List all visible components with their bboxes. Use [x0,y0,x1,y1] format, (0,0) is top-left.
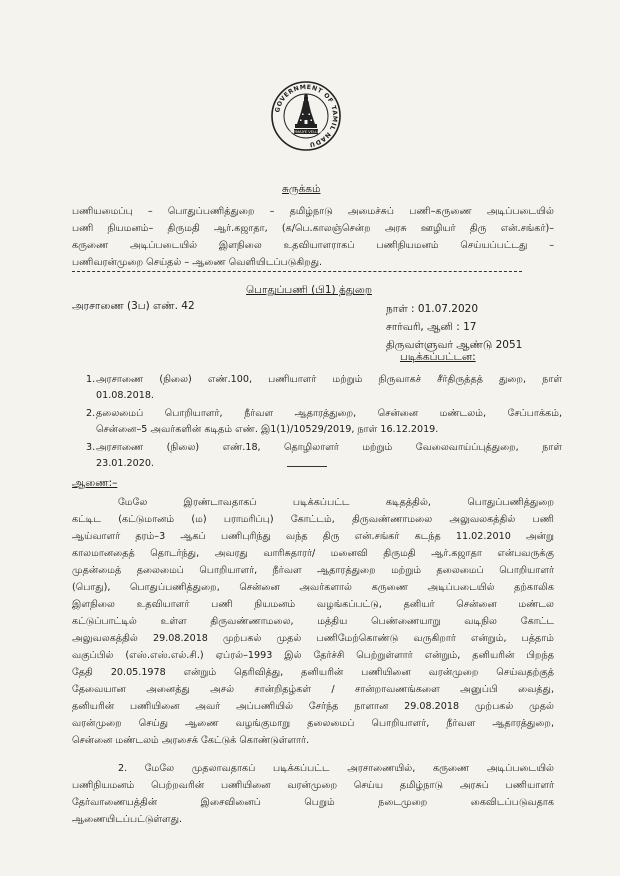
paragraph-line: ஆணையிடப்பட்டுள்ளது. [72,814,183,825]
paragraph-line: தனியரின் பணியினை அவர் அப்பணியில் சேர்ந்த நாளான 29.08.2018 முற்பகல் முதல் [72,701,554,712]
reference-text: 01.08.2018. [96,389,154,401]
references-heading: படிக்கப்பட்டன: [400,351,476,363]
reference-item [72,406,562,437]
order-paragraph-1 [72,494,554,749]
paragraph-line: தேவையான அனைத்து அசல் சான்றிதழ்கள் / சான்றாவணங்களை அனுப்பி வைத்து, [72,684,554,695]
paragraph-line: தேதி 20.05.1978 என்றும் தெரிவித்து, தனியரின் பணியினை வரன்முறை செய்வதற்குத் [72,667,554,678]
order-heading: ஆணை:– [72,477,118,489]
paragraph-line: 2. மேலே முதலாவதாகப் படிக்கப்பட்ட அரசாணையில், கருணை அடிப்படையில் [118,763,554,774]
section-rule [287,466,327,467]
paragraph-line: முதன்மைத் தலைமைப் பொறியாளர், நீர்வள ஆதாரத்துறை மற்றும் தலைமைப் பொறியாளர் [72,565,554,576]
summary-block [72,203,554,271]
paragraph-line: வகுப்பில் (எஸ்.எஸ்.எல்.சி.) ஏப்ரல்–1993 இல் தேர்ச்சி பெற்றுள்ளார் என்றும், தனியரின் பிறந்த [72,650,554,661]
date-block [386,300,522,354]
tamil-month-date: சார்வரி, ஆனி : 17 [386,321,477,333]
paragraph-line: இளநிலை உதவியாளர் பணி நியமனம் வழங்கப்பட்டு, தனியர் சென்னை மண்டல [72,599,554,610]
paragraph-line: ஆய்வாளர் தரம்–3 ஆகப் பணிபுரிந்து வந்த திரு என்.சங்கர் கடந்த 11.02.2010 அன்று [72,531,554,542]
paragraph-line: தேர்வாணையத்தின் இசைவினைப் பெறும் நடைமுறை கைவிடப்படுவதாக [72,797,554,808]
reference-number: 2. [86,408,96,419]
paragraph-line: கட்டுப்பாட்டில் உள்ள திருவண்ணாமலை, மத்திய பெண்ணையாறு வடிநில கோட்ட [72,616,554,627]
order-date: நாள் : 01.07.2020 [386,303,479,315]
reference-text: சென்னை–5 அவர்களின் கடிதம் எண். இ1(1)/10529/2019, நாள் 16.12.2019. [96,423,439,435]
dashed-separator [72,271,522,272]
summary-line: கருணை அடிப்படையில் இளநிலை உதவியாளராகப் பணிநியமனம் செய்யப்பட்டது – [72,240,554,251]
reference-text: 23.01.2020. [96,457,154,469]
paragraph-line: வரன்முறை செய்து ஆணை வழங்குமாறு தலைமைப் பொறியாளர், நீர்வள ஆதாரத்துறை, [72,718,554,729]
emblem-motto: VAYMAIYE VELLUM [289,130,323,134]
order-paragraph-2 [72,760,554,828]
reference-item [72,372,562,403]
department-heading: பொதுப்பணி (பி1) த்துறை [246,284,372,296]
reference-text: அரசாணை (நிலை) எண்.100, பணியாளர் மற்றும் நிருவாகச் சீர்திருத்தத் துறை, நாள் [96,374,562,385]
reference-text: அரசாணை (நிலை) எண்.18, தொழிலாளர் மற்றும் வேலைவாய்ப்புத்துறை, நாள் [96,442,562,453]
paragraph-line: கட்டிட (கட்டுமானம் (ம) பராமரிப்பு) கோட்டம், திருவண்ணாமலை அலுவலகத்தில் பணி [72,514,554,525]
paragraph-line: அலுவலகத்தில் 29.08.2018 முற்பகல் முதல் பணிமேற்கொண்டு வருகிறார் என்றும், பத்தாம் [72,633,554,644]
reference-number: 3. [86,442,96,453]
document-title: சுருக்கம் [282,183,321,195]
thiruvalluvar-year: திருவள்ளுவர் ஆண்டு 2051 [386,339,523,351]
paragraph-line: சென்னை மண்டலம் அரசைக் கேட்டுக் கொண்டுள்ளார். [72,735,310,746]
summary-line: பணிவரன்முறை செய்தல் – ஆணை வெளியிடப்படுகிறது. [72,257,323,268]
reference-text: தலைமைப் பொறியாளர், நீர்வள ஆதாரத்துறை, சென்னை மண்டலம், சேப்பாக்கம், [96,408,562,419]
paragraph-line: மேலே இரண்டாவதாகப் படிக்கப்பட்ட கடிதத்தில், பொதுப்பணித்துறை [118,497,554,508]
paragraph-line: பணிநியமனம் பெற்றவரின் பணியினை வரன்முறை செய்ய தமிழ்நாடு அரசுப் பணியாளர் [72,780,554,791]
reference-number: 1. [86,374,96,385]
order-number: அரசாணை (3ப) எண். 42 [72,300,195,312]
references-list [72,372,562,474]
paragraph-line: காலமானதைத் தொடர்ந்து, அவரது வாரிசுதாரர்/ மனைவி திருமதி ஆர்.கஜாதா என்பவருக்கு [72,548,554,559]
paragraph-line: (பொது), பொதுப்பணித்துறை, சென்னை அவர்களால் கருணை அடிப்படையில் தற்காலிக [72,582,554,593]
summary-line: பணி நியமனம்– திருமதி ஆர்.கஜாதா, (க/பெ.காலஞ்சென்ற அரசு ஊழியர் திரு என்.சங்கர்)– [72,223,554,234]
summary-line: பணியமைப்பு – பொதுப்பணித்துறை – தமிழ்நாடு அமைச்சுப் பணி–கருணை அடிப்படையில் [72,206,554,217]
government-emblem [270,80,342,152]
emblem-ring-text: GOVERNMENT OF TAMIL NADU [274,83,339,148]
